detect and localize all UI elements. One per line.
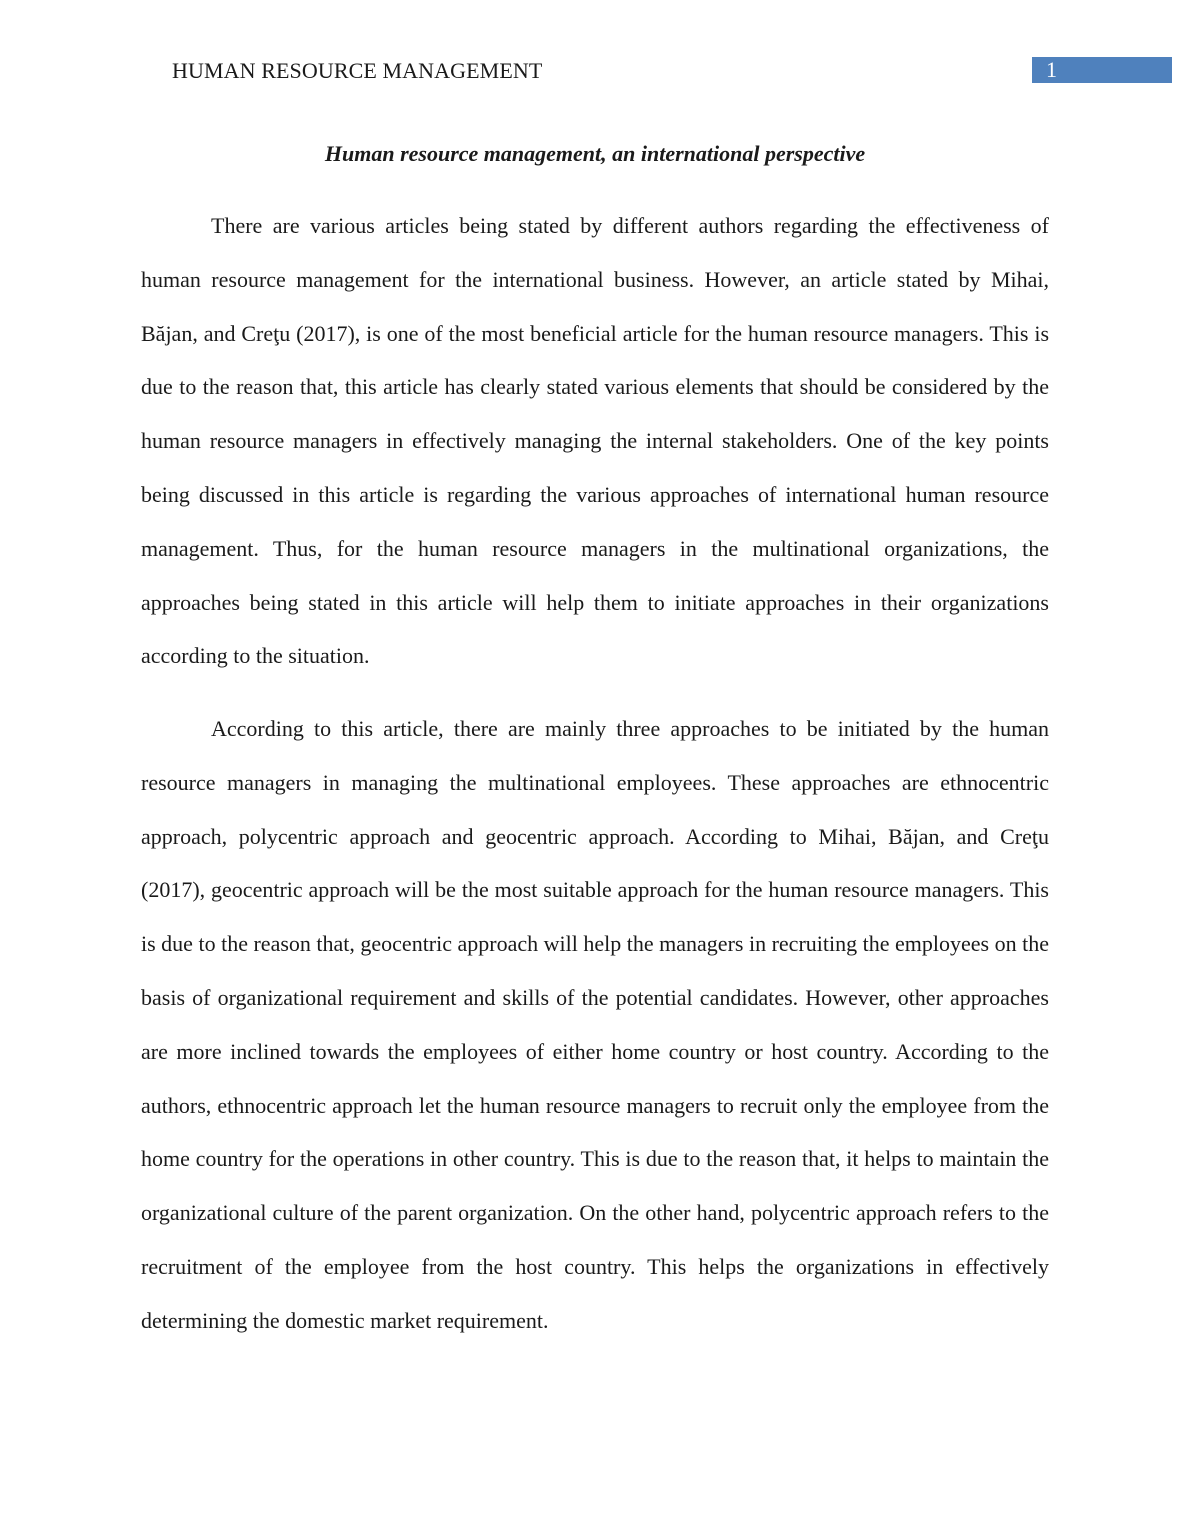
paragraph-text: According to this article, there are mainly three approaches to be initiated by the human resource managers in managing the multinational employees. These approaches are ethnocentric approach, polycentric approach and geocentric approach. According to Mihai, Băjan, and Creţu (2017), geocentric approach will be the most suitable approach for the human resource managers. This is due to the reason that, geocentric approach will help the managers in recruiting the employees on the basis of organizational requirement and skills of the potential candidates. However, other approaches are more inclined towards the employees of either home country or host country. According to the authors, ethnocentric approach let the human resource managers to recruit only the employee from the home country for the operations in other country. This is due to the reason that, it helps to maintain the organizational culture of the parent organization. On the other hand, polycentric approach refers to the recruitment of the employee from the host country. This helps the organizations in effectively determining the domestic market requirement. (141, 716, 1049, 1333)
running-head: HUMAN RESOURCE MANAGEMENT (172, 58, 543, 83)
document-title: Human resource management, an international perspective (324, 141, 866, 166)
paragraph-text: There are various articles being stated by different authors regarding the effectiveness of human resource management for the international business. However, an article stated by Mihai, Băjan, and Creţu (2017), is one of the most beneficial article for the human resource managers. This is due to the reason that, this article has clearly stated various elements that should be considered by the human resource managers in effectively managing the internal stakeholders. One of the key points being discussed in this article is regarding the various approaches of international human resource management. Thus, for the human resource managers in the multinational organizations, the approaches being stated in this article will help them to initiate approaches in their organizations according to the situation. (141, 213, 1049, 669)
body-paragraph-1 (141, 199, 1049, 683)
page-header (0, 0, 1190, 100)
page-number-badge (1032, 57, 1172, 83)
body-paragraph-2 (141, 702, 1049, 1348)
page-number: 1 (1046, 57, 1057, 82)
